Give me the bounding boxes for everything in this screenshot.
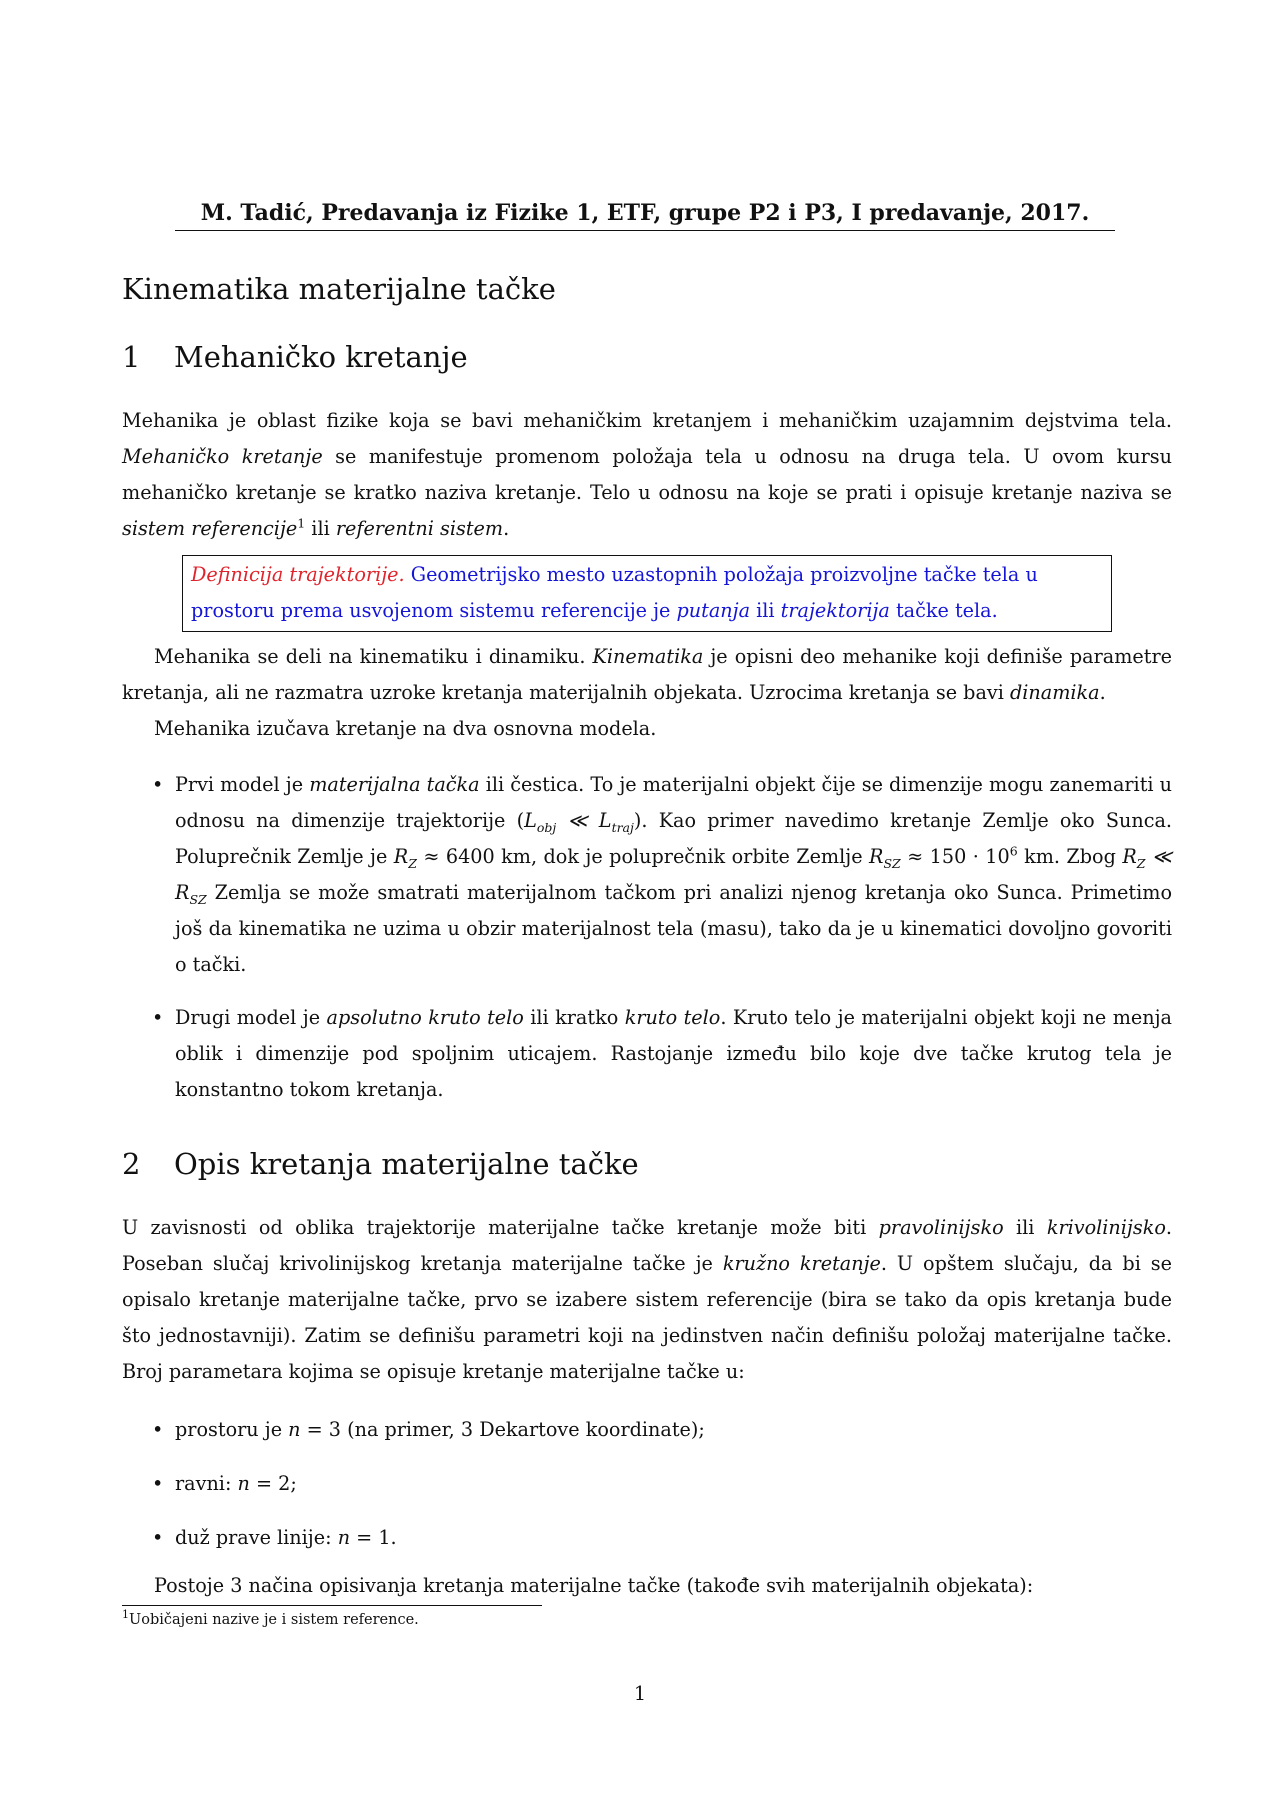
definition-box bbox=[182, 555, 1112, 632]
math: ≪ L bbox=[556, 809, 612, 832]
emphasis: putanja bbox=[676, 599, 751, 622]
text: Geometrijsko mesto uzastopnih položaja proizvoljne tačke tela u prostoru prema usvojenom sistemu referencije je bbox=[191, 563, 1038, 622]
footnote-text: Uobičajeni nazive je i sistem reference. bbox=[129, 1612, 419, 1628]
list-item bbox=[152, 1000, 1172, 1108]
list-item bbox=[152, 767, 1172, 983]
math: L bbox=[524, 809, 537, 832]
text: Zemlja se može smatrati materijalnom tačkom pri analizi njenog kretanja oko Sunca. Primetimo još da kinematika ne uzima u obzir materijalnost tela (masu), tako da je u kinematici dovoljno govoriti o tački. bbox=[175, 881, 1172, 976]
text: Mehanika se deli na kinematiku i dinamiku. bbox=[154, 645, 593, 668]
footnote bbox=[122, 1608, 419, 1628]
math-subscript: Z bbox=[1136, 855, 1146, 871]
section-2-heading bbox=[122, 1147, 639, 1181]
math: ≪ R bbox=[175, 845, 1172, 904]
text: = 1. bbox=[350, 1526, 397, 1549]
math-subscript: traj bbox=[611, 819, 634, 835]
text: prostoru je bbox=[175, 1418, 289, 1441]
footnote-marker: 1 bbox=[297, 515, 306, 531]
section-1-paragraph-1 bbox=[122, 403, 1172, 547]
text: Prvi model je bbox=[175, 773, 310, 796]
emphasis: trajektorija bbox=[780, 599, 890, 622]
text: ili bbox=[750, 599, 781, 622]
text: se manifestuje promenom položaja tela u odnosu na druga tela. U ovom kursu mehaničko kretanje se kratko naziva kretanje. Telo u odnosu na koje se prati i opisuje kretanje naziva se bbox=[122, 445, 1172, 504]
text: km. Zbog bbox=[1017, 845, 1123, 868]
superscript: 6 bbox=[1009, 843, 1018, 859]
text: ≈ 6400 km, dok je poluprečnik orbite Zemlje bbox=[416, 845, 870, 868]
list-item bbox=[152, 1412, 1172, 1448]
text: = 3 (na primer, 3 Dekartove koordinate); bbox=[300, 1418, 705, 1441]
text: ≈ 150 · 10 bbox=[900, 845, 1010, 868]
text: ili čestica. To je materijalni objekt čije se dimenzije mogu zanemariti u odnosu na dimenzije trajektorije ( bbox=[175, 773, 1173, 832]
emphasis: krivolinijsko bbox=[1046, 1216, 1166, 1239]
math-subscript: obj bbox=[536, 819, 557, 835]
bullet-icon: • bbox=[152, 1526, 164, 1549]
text: . bbox=[503, 517, 510, 540]
text: ravni: bbox=[175, 1472, 238, 1495]
math: R bbox=[1122, 845, 1137, 868]
footnote-marker: 1 bbox=[122, 1608, 129, 1622]
text: je opisni deo mehanike koji definiše parametre kretanja, ali ne razmatra uzroke kretanja materijalnih objekata. Uzrocima kretanja se bavi bbox=[122, 645, 1172, 704]
text: . U opštem slučaju, da bi se opisalo kretanje materijalne tačke, prvo se izabere sistem referencije (bira se tako da opis kretanja bude što jednostavniji). Zatim se definišu parametri koji na jedinstven način definišu položaj materijalne tačke. Broj parametara kojima se opisuje kretanje materijalne tačke u: bbox=[122, 1252, 1172, 1383]
math: R bbox=[393, 845, 409, 868]
text: ili kratko bbox=[523, 1006, 625, 1029]
math: n bbox=[337, 1526, 351, 1549]
emphasis: kružno kretanje bbox=[722, 1252, 881, 1275]
math: n bbox=[237, 1472, 250, 1495]
text: . Kruto telo je materijalni objekt koji ne menja oblik i dimenzije pod spoljnim uticajem. Rastojanje između bilo koje dve tačke krutog tela je konstantno tokom kretanja. bbox=[175, 1006, 1172, 1101]
math-subscript: SZ bbox=[883, 855, 901, 871]
text: U zavisnosti od oblika trajektorije materijalne tačke kretanje može biti bbox=[122, 1216, 879, 1239]
list-item-text bbox=[175, 1412, 1172, 1448]
emphasis: sistem referencije bbox=[122, 517, 298, 540]
text: ili bbox=[1003, 1216, 1047, 1239]
list-item-text bbox=[175, 1000, 1172, 1108]
definition-label: Definicija trajektorije. bbox=[191, 563, 405, 586]
emphasis: referentni sistem bbox=[335, 517, 504, 540]
running-header: M. Tadić, Predavanja iz Fizike 1, ETF, grupe P2 i P3, I predavanje, 2017. bbox=[175, 200, 1115, 231]
emphasis: pravolinijsko bbox=[878, 1216, 1004, 1239]
section-title: Mehaničko kretanje bbox=[174, 340, 468, 374]
list-item bbox=[152, 1466, 1172, 1502]
math: R bbox=[869, 845, 884, 868]
section-1-paragraph-3: Mehanika izučava kretanje na dva osnovna modela. bbox=[154, 717, 657, 740]
page-number: 1 bbox=[633, 1682, 647, 1705]
section-2-paragraph-1 bbox=[122, 1210, 1172, 1390]
emphasis: dinamika bbox=[1009, 681, 1100, 704]
math: n bbox=[288, 1418, 301, 1441]
section-2-paragraph-2: Postoje 3 načina opisivanja kretanja materijalne tačke (takođe svih materijalnih objekata): bbox=[154, 1574, 1034, 1597]
emphasis: materijalna tačka bbox=[309, 773, 480, 796]
emphasis: Mehaničko kretanje bbox=[122, 445, 323, 468]
bullet-icon: • bbox=[152, 1418, 164, 1441]
bullet-icon: • bbox=[152, 1472, 164, 1495]
footnote-divider bbox=[122, 1605, 542, 1606]
bullet-icon: • bbox=[152, 1006, 164, 1029]
emphasis: kruto telo bbox=[624, 1006, 721, 1029]
section-1-paragraph-2 bbox=[122, 639, 1172, 711]
chapter-title: Kinematika materijalne tačke bbox=[122, 272, 556, 306]
list-item-text bbox=[175, 1520, 1172, 1556]
text: = 2; bbox=[249, 1472, 297, 1495]
list-item-text bbox=[175, 1466, 1172, 1502]
emphasis: apsolutno kruto telo bbox=[326, 1006, 524, 1029]
list-item bbox=[152, 1520, 1172, 1556]
text: Drugi model je bbox=[175, 1006, 327, 1029]
math-subscript: Z bbox=[408, 855, 417, 871]
math-subscript: SZ bbox=[189, 891, 207, 907]
text: Mehanika je oblast fizike koja se bavi mehaničkim kretanjem i mehaničkim uzajamnim dejstvima tela. bbox=[122, 409, 1172, 432]
bullet-icon: • bbox=[152, 773, 164, 796]
emphasis: Kinematika bbox=[592, 645, 704, 668]
text: tačke tela. bbox=[889, 599, 998, 622]
section-title: Opis kretanja materijalne tačke bbox=[174, 1147, 639, 1181]
text: . Poseban slučaj krivolinijskog kretanja materijalne tačke je bbox=[122, 1216, 1173, 1275]
section-number: 1 bbox=[122, 340, 141, 374]
text: . bbox=[1099, 681, 1106, 704]
text: ). Kao primer navedimo kretanje Zemlje oko Sunca. Poluprečnik Zemlje je bbox=[175, 809, 1172, 868]
text: duž prave linije: bbox=[175, 1526, 338, 1549]
list-item-text bbox=[175, 767, 1172, 983]
section-number: 2 bbox=[122, 1147, 141, 1181]
text: ili bbox=[305, 517, 336, 540]
section-1-heading bbox=[122, 340, 468, 374]
